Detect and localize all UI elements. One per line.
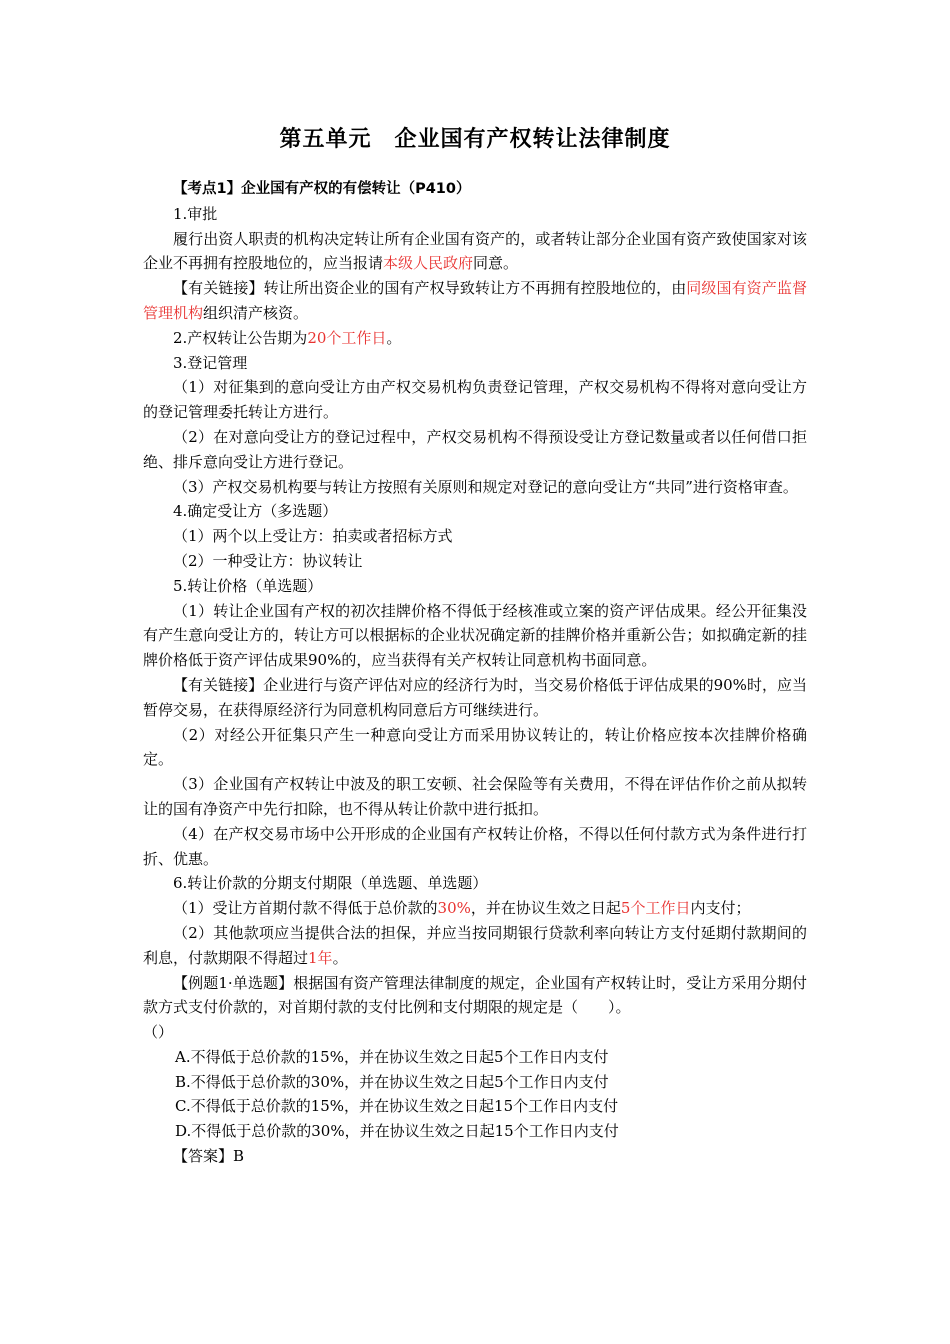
s6-heading: 6.转让价款的分期支付期限（单选题、单选题） [173, 874, 488, 893]
s5-item-4: （4）在产权交易市场中公开形成的企业国有产权转让价格，不得以任何付款方式为条件进行打折、优惠。 [143, 824, 807, 868]
option-b: B.不得低于总价款的30%，并在协议生效之日起5个工作日内支付 [175, 1072, 609, 1091]
s2-heading: 2.产权转让公告期为20个工作日。 [173, 328, 402, 347]
s6-item-2: （2）其他款项应当提供合法的担保，并应当按同期银行贷款利率向转让方支付延期付款期间的利息，付款期限不得超过1年。 [143, 923, 807, 967]
option-a: A.不得低于总价款的15%，并在协议生效之日起5个工作日内支付 [175, 1047, 609, 1066]
s5-item-2: （2）对经公开征集只产生一种意向受让方而采用协议转让的，转让价格应按本次挂牌价格确定。 [143, 725, 807, 769]
document-body [143, 176, 807, 1169]
highlight-text: 同级国有资产监督管理机构 [143, 279, 807, 322]
s5-item-3: （3）企业国有产权转让中波及的职工安顿、社会保险等有关费用，不得在评估作价之前从拟转让的国有净资产中先行扣除，也不得从转让价款中进行抵扣。 [143, 775, 807, 818]
s5-item-1: （1）转让企业国有产权的初次挂牌价格不得低于经核准或立案的资产评估成果。经公开征集没有产生意向受让方的，转让方可以根据标的企业状况确定新的挂牌价格并重新公告；如拟确定新的挂牌价格低于资产评估成果90%的，应当获得有关产权转让同意机构书面同意。 [143, 601, 807, 670]
option-c: C.不得低于总价款的15%，并在协议生效之日起15个工作日内支付 [175, 1097, 619, 1116]
example-question: 【例题1·单选题】根据国有资产管理法律制度的规定，企业国有产权转让时，受让方采用分期付款方式支付价款的，对首期付款的支付比例和支付期限的规定是（ ）。 [143, 973, 807, 1017]
s1-heading: 1.审批 [173, 204, 218, 223]
example-blank: （） [143, 1023, 174, 1042]
s4-item-1: （1）两个以上受让方：拍卖或者招标方式 [173, 527, 453, 546]
page-title: 第五单元 企业国有产权转让法律制度 [279, 127, 671, 152]
highlight-text: 30% [437, 899, 471, 918]
s1-related-link: 【有关链接】转让所出资企业的国有产权导致转让方不再拥有控股地位的，由同级国有资产监督管理机构组织清产核资。 [143, 279, 807, 322]
s1-paragraph: 履行出资人职责的机构决定转让所有企业国有资产的，或者转让部分企业国有资产致使国家对该企业不再拥有控股地位的，应当报请本级人民政府同意。 [143, 229, 807, 273]
highlight-text: 本级人民政府 [383, 254, 474, 273]
s5-related-link: 【有关链接】企业进行与资产评估对应的经济行为时，当交易价格低于评估成果的90%时，应当暂停交易，在获得原经济行为同意机构同意后方可继续进行。 [143, 675, 807, 719]
highlight-text: 1年 [308, 948, 333, 967]
section-heading-kaodian: 【考点1】企业国有产权的有偿转让（P410） [173, 181, 471, 197]
s3-item-3: （3）产权交易机构要与转让方按照有关原则和规定对登记的意向受让方“共同”进行资格审查。 [173, 477, 798, 496]
example-answer: 【答案】B [173, 1147, 245, 1166]
s5-heading: 5.转让价格（单选题） [173, 576, 323, 595]
highlight-text: 5个工作日 [620, 899, 691, 918]
s3-item-1: （1）对征集到的意向受让方由产权交易机构负责登记管理，产权交易机构不得将对意向受让方的登记管理委托转让方进行。 [143, 378, 807, 422]
s4-item-2: （2）一种受让方：协议转让 [173, 551, 363, 570]
s3-heading: 3.登记管理 [173, 353, 248, 372]
s4-heading: 4.确定受让方（多选题） [173, 502, 338, 521]
highlight-text: 20个工作日 [307, 328, 387, 347]
option-d: D.不得低于总价款的30%，并在协议生效之日起15个工作日内支付 [175, 1122, 619, 1141]
s6-item-1: （1）受让方首期付款不得低于总价款的30%，并在协议生效之日起5个工作日内支付； [173, 899, 751, 918]
s3-item-2: （2）在对意向受让方的登记过程中，产权交易机构不得预设受让方登记数量或者以任何借口拒绝、排斥意向受让方进行登记。 [143, 427, 807, 471]
